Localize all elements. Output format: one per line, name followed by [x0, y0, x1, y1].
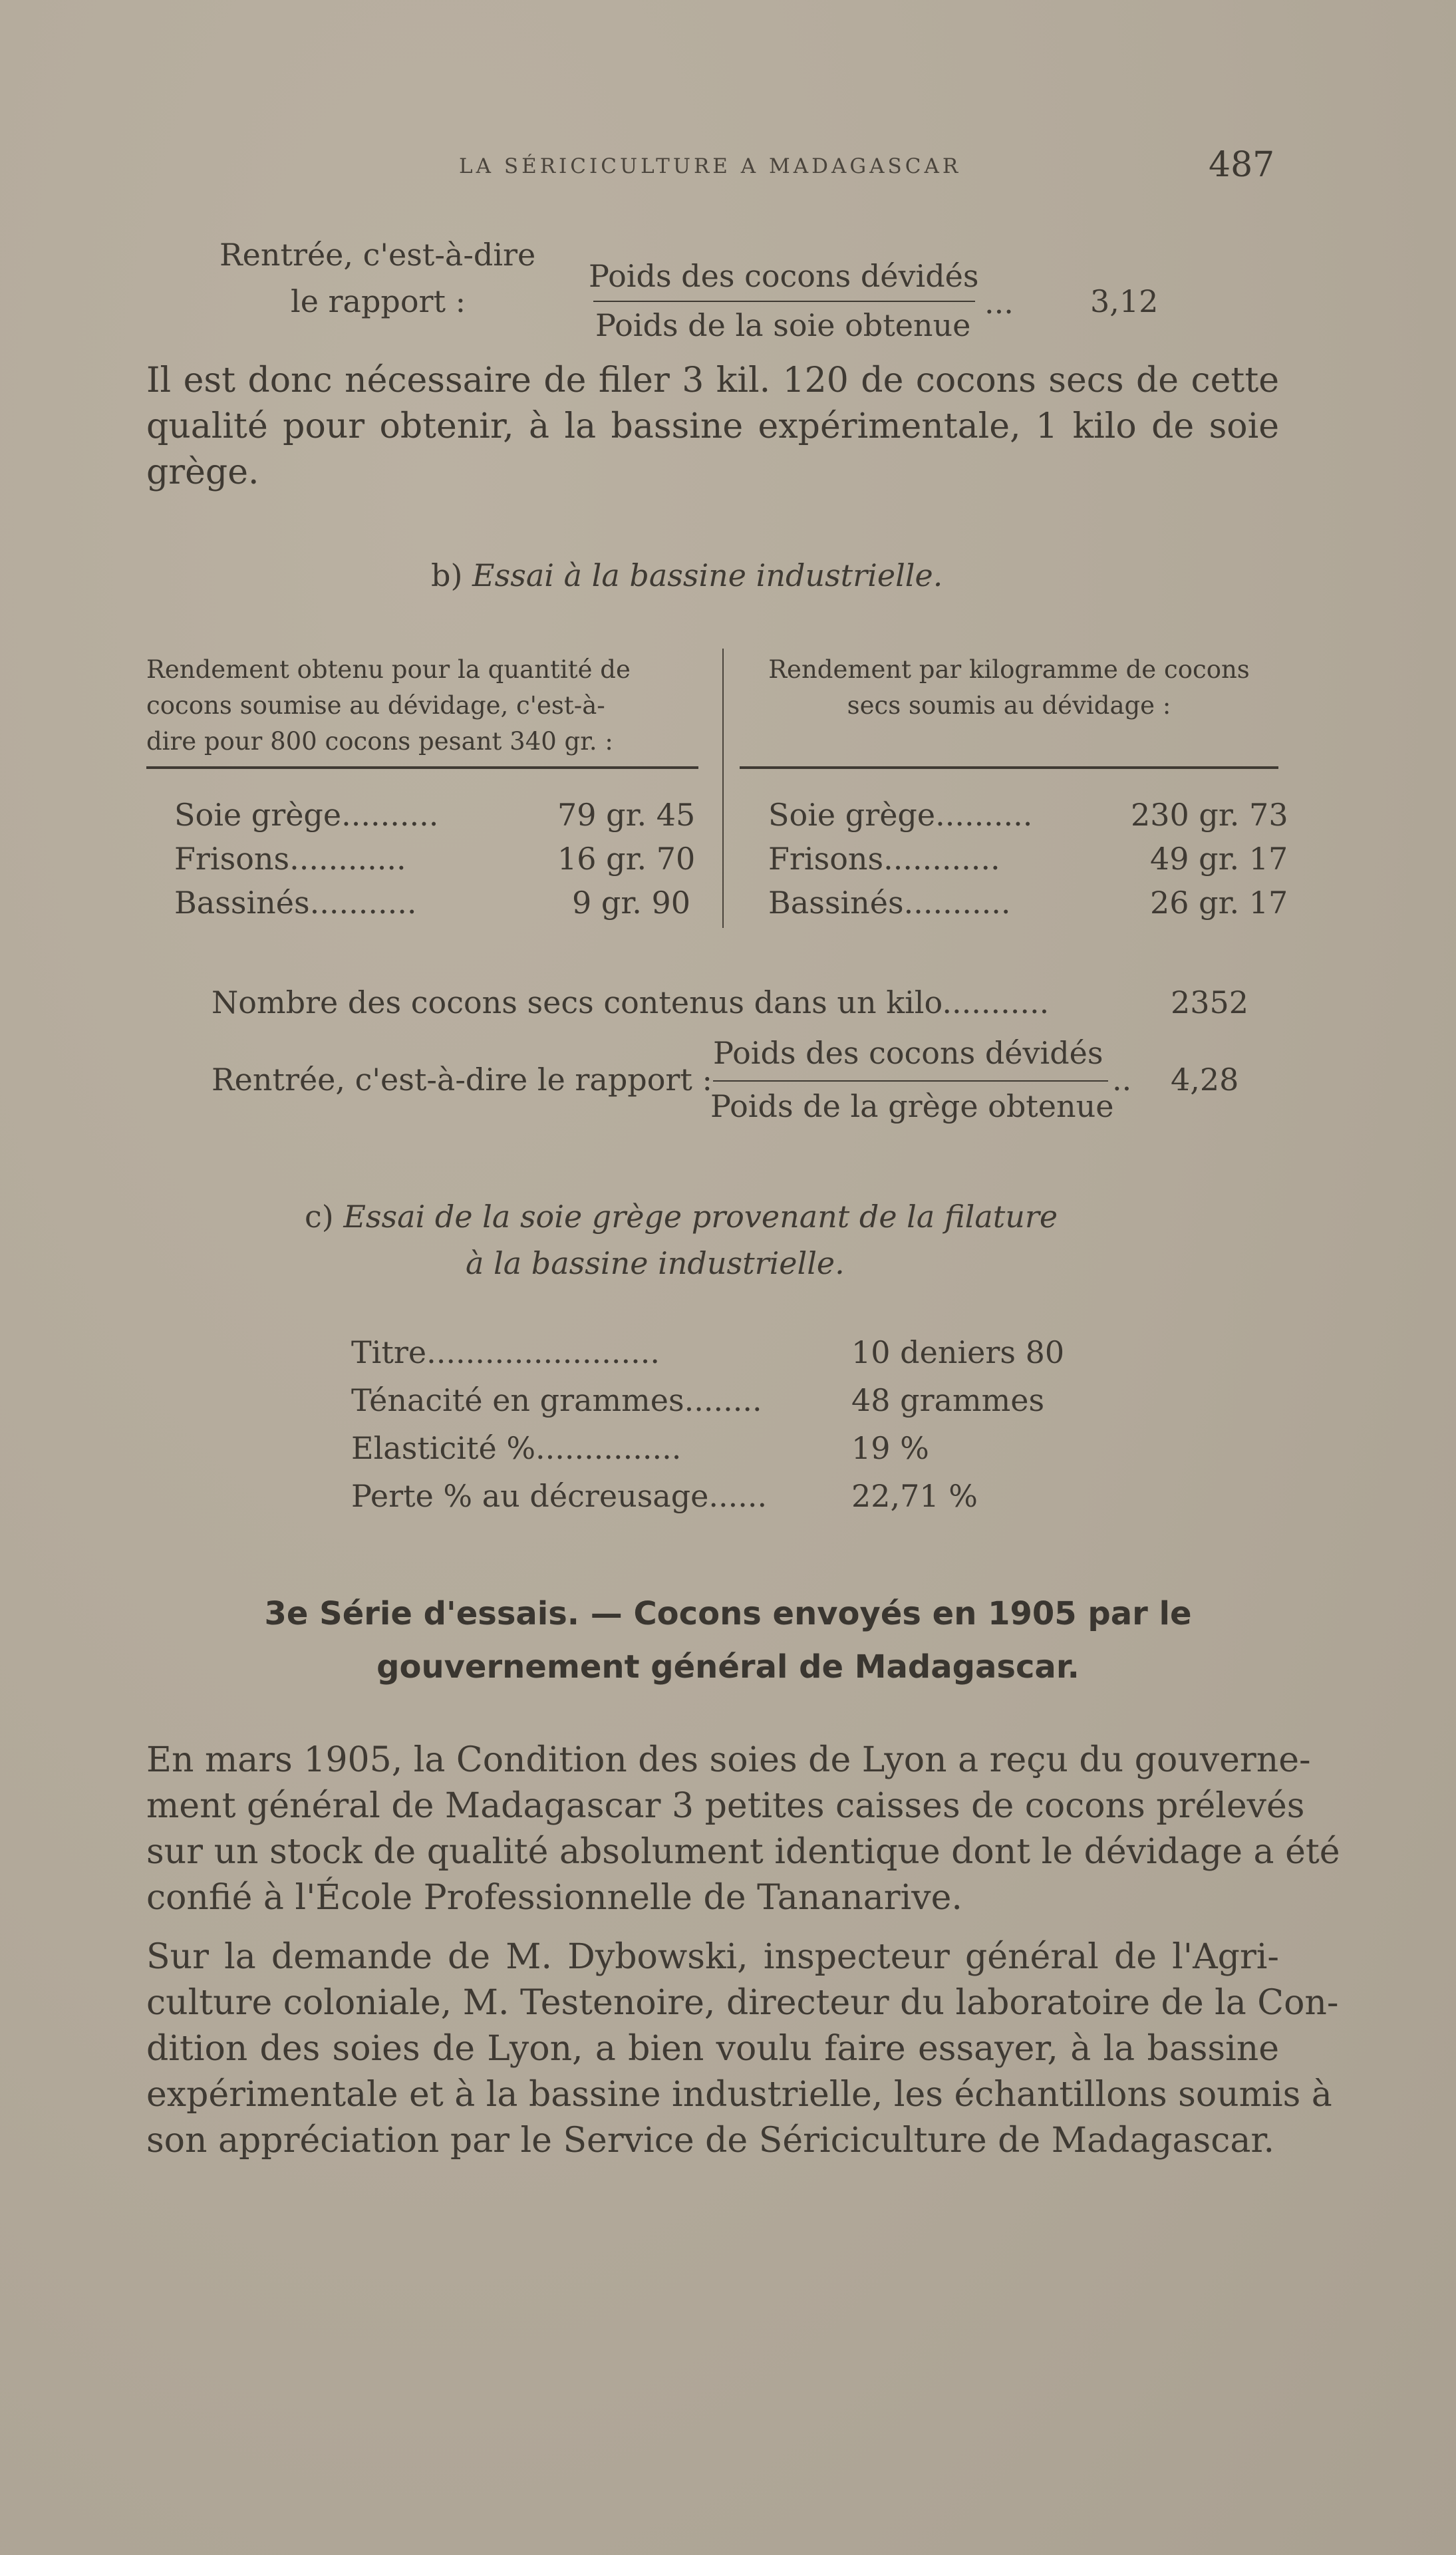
ratio-2-value: 4,28 [1171, 1062, 1239, 1098]
left-header-rule [146, 766, 698, 769]
row-left-value: 16 gr. 70 [557, 841, 696, 877]
ratio-1-fraction-bar [593, 301, 975, 302]
ratio-1-label-line1: Rentrée, c'est-à-dire [219, 237, 536, 273]
row-left-value: 79 gr. 45 [557, 797, 696, 833]
paragraph-line: sur un stock de qualité absolument identique dont le dévidage a été [146, 1832, 1340, 1872]
column-divider [722, 649, 724, 928]
section-b-title: Essai à la bassine industrielle. [472, 557, 943, 593]
ratio-2-fraction-bar [713, 1080, 1108, 1082]
running-title: LA SÉRICICULTURE A MADAGASCAR [459, 154, 962, 178]
row-right-value: 230 gr. 73 [1131, 797, 1288, 833]
section-b-letter: b) [431, 557, 463, 593]
row-left-value: 9 gr. 90 [572, 885, 691, 921]
series-3-heading-line1: 3e Série d'essais. — Cocons envoyés en 1905 par le [264, 1595, 1192, 1632]
ratio-1-label-line2: le rapport : [291, 283, 466, 319]
page-number: 487 [1209, 145, 1275, 185]
section-c-title-line1: Essai de la soie grège provenant de la filature [343, 1199, 1058, 1235]
left-column-header [146, 652, 631, 760]
section-c-title-line2: à la bassine industrielle. [466, 1245, 845, 1281]
paragraph-line: expérimentale et à la bassine industrielle, les échantillons soumis à [146, 2075, 1332, 2115]
left-header-line: Rendement obtenu pour la quantité de [146, 655, 631, 684]
ratio-1-denominator: Poids de la soie obtenue [595, 307, 971, 343]
count-line-value: 2352 [1171, 984, 1249, 1020]
row-right-value: 26 gr. 17 [1150, 885, 1288, 921]
row-label-soie-grege-right: Soie grège.......... [768, 797, 1033, 833]
ratio-1-value: 3,12 [1090, 283, 1159, 319]
right-header-line: Rendement par kilogramme de cocons [768, 655, 1250, 684]
row-label-frisons-right: Frisons............ [768, 841, 1000, 877]
ratio-2-numerator: Poids des cocons dévidés [713, 1035, 1103, 1071]
spec-label: Ténacité en grammes........ [351, 1382, 762, 1418]
paragraph-march-1905 [146, 1737, 1340, 1921]
row-right-value: 49 gr. 17 [1150, 841, 1288, 877]
paragraph-line: dition des soies de Lyon, a bien voulu faire essayer, à la bassine [146, 2029, 1279, 2069]
spec-label: Perte % au décreusage...... [351, 1478, 768, 1514]
spec-value: 10 deniers 80 [851, 1334, 1065, 1370]
section-c-heading-line1 [305, 1199, 1058, 1235]
section-c-letter: c) [305, 1199, 334, 1235]
paragraph-dybowski [146, 1934, 1339, 2164]
right-column-header [740, 652, 1278, 724]
paragraph-line: Il est donc nécessaire de filer 3 kil. 120 de cocons secs de cette [146, 361, 1279, 400]
right-header-rule [740, 766, 1278, 769]
paragraph-conclusion [146, 358, 1279, 496]
left-header-line: cocons soumise au dévidage, c'est-à- [146, 691, 605, 720]
spec-label: Elasticité %............... [351, 1430, 682, 1466]
ratio-2-dots: .. [1112, 1062, 1132, 1098]
paragraph-line: qualité pour obtenir, à la bassine expérimentale, 1 kilo de soie [146, 406, 1279, 446]
ratio-1-numerator: Poids des cocons dévidés [589, 258, 979, 294]
series-3-heading-line2: gouvernement général de Madagascar. [376, 1648, 1080, 1686]
row-label-bassines-right: Bassinés........... [768, 885, 1011, 921]
paragraph-line: Sur la demande de M. Dybowski, inspecteur général de l'Agri- [146, 1937, 1279, 1977]
paragraph-line: En mars 1905, la Condition des soies de Lyon a reçu du gouverne- [146, 1740, 1311, 1780]
spec-value: 19 % [851, 1430, 929, 1466]
paragraph-line: ment général de Madagascar 3 petites caisses de cocons prélevés [146, 1786, 1305, 1826]
spec-value: 22,71 % [851, 1478, 978, 1514]
row-label-soie-grege: Soie grège.......... [174, 797, 439, 833]
ratio-1-dots: ... [984, 285, 1014, 321]
left-header-line: dire pour 800 cocons pesant 340 gr. : [146, 727, 613, 756]
section-b-heading [431, 557, 943, 593]
row-label-bassines: Bassinés........... [174, 885, 417, 921]
count-line-label: Nombre des cocons secs contenus dans un kilo........... [212, 984, 1050, 1020]
paragraph-line: grège. [146, 452, 259, 492]
paragraph-line: culture coloniale, M. Testenoire, directeur du laboratoire de la Con- [146, 1983, 1339, 2023]
row-label-frisons: Frisons............ [174, 841, 406, 877]
right-header-line: secs soumis au dévidage : [847, 691, 1171, 720]
ratio-2-label: Rentrée, c'est-à-dire le rapport : [212, 1062, 713, 1098]
spec-label: Titre........................ [351, 1334, 660, 1370]
paragraph-line: confié à l'École Professionnelle de Tananarive. [146, 1878, 962, 1918]
spec-value: 48 grammes [851, 1382, 1045, 1418]
paragraph-line: son appréciation par le Service de Sériciculture de Madagascar. [146, 2121, 1275, 2161]
ratio-2-denominator: Poids de la grège obtenue [710, 1088, 1114, 1124]
